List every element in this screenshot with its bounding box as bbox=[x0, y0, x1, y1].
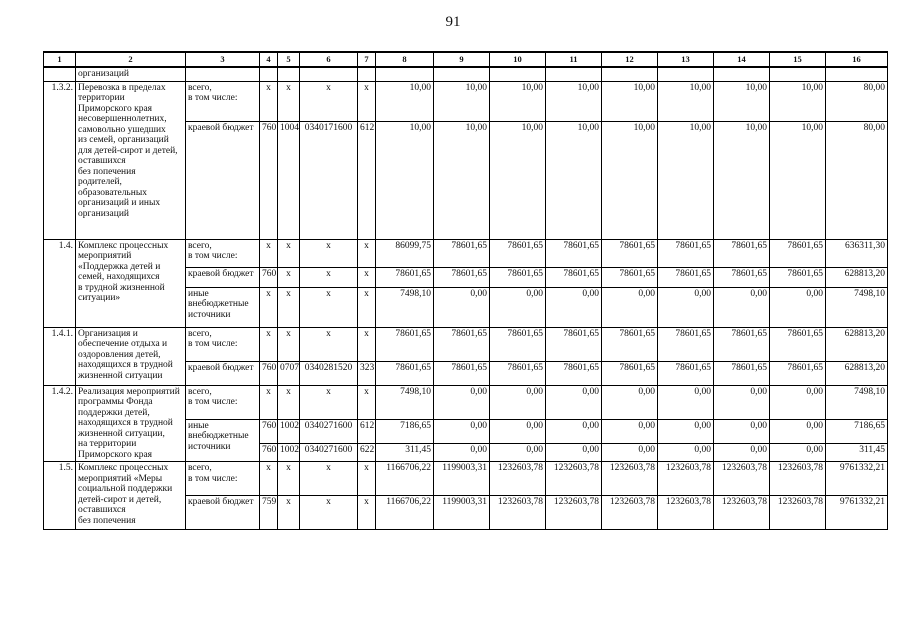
item-name: Комплекс процессных мероприятий «Поддержка детей и семей, находящихся в трудной жизненной ситуации» bbox=[76, 239, 186, 327]
value-cell: 78601,65 bbox=[658, 267, 714, 287]
code-cell: x bbox=[278, 267, 300, 287]
value-cell: 78601,65 bbox=[602, 327, 658, 361]
value-cell: 78601,65 bbox=[546, 267, 602, 287]
code-cell: 1002 bbox=[278, 419, 300, 444]
code-cell: x bbox=[278, 81, 300, 121]
code-cell: 622 bbox=[358, 444, 376, 462]
value-cell: 78601,65 bbox=[490, 327, 546, 361]
item-name: Перевозка в пределах территории Приморского края несовершеннолетних, самовольно ушедших из семей, организаций для детей-сирот и детей, оставшихся без попечения родителей, образовательных организаций и иных организаций bbox=[76, 81, 186, 239]
value-cell: 628813,20 bbox=[826, 267, 888, 287]
value-cell: 10,00 bbox=[376, 81, 434, 121]
value-cell: 7498,10 bbox=[826, 287, 888, 327]
value-cell: 78601,65 bbox=[770, 239, 826, 267]
item-code: 1.5. bbox=[44, 462, 76, 530]
code-cell: x bbox=[278, 239, 300, 267]
value-cell: 1232603,78 bbox=[490, 462, 546, 496]
funding-source: иные внебюджетные источники bbox=[186, 419, 260, 462]
code-cell: 0340281520 bbox=[300, 361, 358, 385]
value-cell: 10,00 bbox=[658, 121, 714, 239]
value-cell: 10,00 bbox=[602, 121, 658, 239]
code-cell: x bbox=[300, 81, 358, 121]
value-cell: 7186,65 bbox=[826, 419, 888, 444]
col-header: 10 bbox=[490, 52, 546, 67]
value-cell: 78601,65 bbox=[546, 327, 602, 361]
value-cell: 78601,65 bbox=[714, 267, 770, 287]
col-header: 9 bbox=[434, 52, 490, 67]
code-cell: x bbox=[260, 287, 278, 327]
value-cell: 0,00 bbox=[546, 444, 602, 462]
value-cell: 0,00 bbox=[714, 419, 770, 444]
value-cell: 10,00 bbox=[434, 121, 490, 239]
col-header: 7 bbox=[358, 52, 376, 67]
code-cell: 1004 bbox=[278, 121, 300, 239]
value-cell: 78601,65 bbox=[714, 239, 770, 267]
value-cell: 78601,65 bbox=[376, 327, 434, 361]
value-cell: 86099,75 bbox=[376, 239, 434, 267]
table-row bbox=[44, 462, 888, 496]
funding-source: краевой бюджет bbox=[186, 496, 260, 530]
code-cell: 760 bbox=[260, 419, 278, 444]
value-cell: 78601,65 bbox=[602, 267, 658, 287]
code-cell: x bbox=[260, 81, 278, 121]
value-cell: 0,00 bbox=[602, 419, 658, 444]
value-cell: 78601,65 bbox=[434, 361, 490, 385]
value-cell: 1232603,78 bbox=[714, 496, 770, 530]
value-cell: 7498,10 bbox=[376, 385, 434, 419]
col-header: 5 bbox=[278, 52, 300, 67]
col-header: 4 bbox=[260, 52, 278, 67]
table-row bbox=[44, 327, 888, 361]
col-header: 12 bbox=[602, 52, 658, 67]
col-header: 8 bbox=[376, 52, 434, 67]
header-row bbox=[44, 52, 888, 67]
item-name: Комплекс процессных мероприятий «Меры социальной поддержки детей-сирот и детей, оставшихся без попечения bbox=[76, 462, 186, 530]
value-cell: 0,00 bbox=[434, 287, 490, 327]
value-cell: 78601,65 bbox=[770, 267, 826, 287]
value-cell: 78601,65 bbox=[714, 327, 770, 361]
value-cell: 9761332,21 bbox=[826, 462, 888, 496]
value-cell: 78601,65 bbox=[434, 327, 490, 361]
item-name: Организация и обеспечение отдыха и оздоровления детей, находящихся в трудной жизненной ситуации bbox=[76, 327, 186, 385]
value-cell: 9761332,21 bbox=[826, 496, 888, 530]
value-cell: 78601,65 bbox=[770, 327, 826, 361]
code-cell: x bbox=[358, 496, 376, 530]
value-cell: 0,00 bbox=[434, 419, 490, 444]
value-cell: 0,00 bbox=[658, 287, 714, 327]
code-cell: x bbox=[358, 385, 376, 419]
value-cell: 78601,65 bbox=[602, 239, 658, 267]
value-cell: 0,00 bbox=[546, 419, 602, 444]
value-cell: 0,00 bbox=[770, 385, 826, 419]
code-cell: 0707 bbox=[278, 361, 300, 385]
value-cell: 636311,30 bbox=[826, 239, 888, 267]
value-cell: 10,00 bbox=[490, 81, 546, 121]
value-cell: 78601,65 bbox=[546, 239, 602, 267]
code-cell: x bbox=[260, 385, 278, 419]
value-cell: 0,00 bbox=[546, 385, 602, 419]
funding-source: иные внебюджетные источники bbox=[186, 287, 260, 327]
code-cell: x bbox=[358, 287, 376, 327]
value-cell: 1232603,78 bbox=[714, 462, 770, 496]
table-row bbox=[44, 81, 888, 121]
value-cell: 0,00 bbox=[434, 385, 490, 419]
col-header: 11 bbox=[546, 52, 602, 67]
value-cell: 0,00 bbox=[658, 419, 714, 444]
value-cell: 1166706,22 bbox=[376, 496, 434, 530]
value-cell: 628813,20 bbox=[826, 327, 888, 361]
code-cell: x bbox=[300, 327, 358, 361]
value-cell: 78601,65 bbox=[490, 239, 546, 267]
code-cell: 760 bbox=[260, 121, 278, 239]
carry-over-row bbox=[44, 67, 888, 81]
code-cell: 0340271600 bbox=[300, 419, 358, 444]
col-header: 2 bbox=[76, 52, 186, 67]
code-cell: x bbox=[358, 239, 376, 267]
value-cell: 0,00 bbox=[602, 385, 658, 419]
code-cell: 612 bbox=[358, 419, 376, 444]
code-cell: 323 bbox=[358, 361, 376, 385]
value-cell: 80,00 bbox=[826, 81, 888, 121]
value-cell: 1232603,78 bbox=[490, 496, 546, 530]
value-cell: 10,00 bbox=[546, 81, 602, 121]
value-cell: 7186,65 bbox=[376, 419, 434, 444]
col-header: 16 bbox=[826, 52, 888, 67]
value-cell: 78601,65 bbox=[376, 267, 434, 287]
value-cell: 0,00 bbox=[490, 419, 546, 444]
code-cell: x bbox=[278, 327, 300, 361]
code-cell: x bbox=[300, 267, 358, 287]
item-code: 1.3.2. bbox=[44, 81, 76, 239]
value-cell: 10,00 bbox=[714, 81, 770, 121]
value-cell: 0,00 bbox=[658, 385, 714, 419]
value-cell: 0,00 bbox=[490, 287, 546, 327]
value-cell: 311,45 bbox=[826, 444, 888, 462]
value-cell: 78601,65 bbox=[714, 361, 770, 385]
item-code: 1.4.2. bbox=[44, 385, 76, 462]
code-cell: x bbox=[358, 81, 376, 121]
value-cell: 78601,65 bbox=[546, 361, 602, 385]
col-header: 14 bbox=[714, 52, 770, 67]
code-cell: x bbox=[260, 239, 278, 267]
code-cell: 760 bbox=[260, 361, 278, 385]
value-cell: 1232603,78 bbox=[770, 462, 826, 496]
value-cell: 78601,65 bbox=[434, 239, 490, 267]
funding-source: краевой бюджет bbox=[186, 361, 260, 385]
value-cell: 0,00 bbox=[714, 444, 770, 462]
code-cell: x bbox=[278, 496, 300, 530]
value-cell: 1232603,78 bbox=[546, 496, 602, 530]
value-cell: 80,00 bbox=[826, 121, 888, 239]
funding-source: краевой бюджет bbox=[186, 121, 260, 239]
value-cell: 78601,65 bbox=[602, 361, 658, 385]
funding-source: краевой бюджет bbox=[186, 267, 260, 287]
value-cell: 10,00 bbox=[658, 81, 714, 121]
code-cell: x bbox=[358, 267, 376, 287]
value-cell: 7498,10 bbox=[376, 287, 434, 327]
code-cell: x bbox=[300, 462, 358, 496]
value-cell: 1232603,78 bbox=[658, 462, 714, 496]
value-cell: 1232603,78 bbox=[770, 496, 826, 530]
code-cell: x bbox=[260, 462, 278, 496]
code-cell: x bbox=[278, 462, 300, 496]
value-cell: 0,00 bbox=[658, 444, 714, 462]
col-header: 6 bbox=[300, 52, 358, 67]
code-cell: 0340271600 bbox=[300, 444, 358, 462]
value-cell: 78601,65 bbox=[658, 327, 714, 361]
code-cell: x bbox=[300, 385, 358, 419]
code-cell: 760 bbox=[260, 267, 278, 287]
code-cell: x bbox=[358, 462, 376, 496]
table-row bbox=[44, 239, 888, 267]
value-cell: 78601,65 bbox=[658, 361, 714, 385]
code-cell: x bbox=[278, 385, 300, 419]
value-cell: 0,00 bbox=[546, 287, 602, 327]
code-cell: 759 bbox=[260, 496, 278, 530]
code-cell: 760 bbox=[260, 444, 278, 462]
value-cell: 311,45 bbox=[376, 444, 434, 462]
value-cell: 78601,65 bbox=[770, 361, 826, 385]
code-cell: x bbox=[278, 287, 300, 327]
col-header: 15 bbox=[770, 52, 826, 67]
value-cell: 0,00 bbox=[770, 287, 826, 327]
code-cell: x bbox=[300, 287, 358, 327]
value-cell: 0,00 bbox=[434, 444, 490, 462]
value-cell: 10,00 bbox=[376, 121, 434, 239]
value-cell: 7498,10 bbox=[826, 385, 888, 419]
funding-source: всего, в том числе: bbox=[186, 81, 260, 121]
code-cell: x bbox=[260, 327, 278, 361]
value-cell: 1232603,78 bbox=[546, 462, 602, 496]
funding-source: всего, в том числе: bbox=[186, 385, 260, 419]
value-cell: 78601,65 bbox=[376, 361, 434, 385]
value-cell: 1232603,78 bbox=[602, 462, 658, 496]
value-cell: 1199003,31 bbox=[434, 496, 490, 530]
col-header: 13 bbox=[658, 52, 714, 67]
value-cell: 78601,65 bbox=[658, 239, 714, 267]
budget-table bbox=[43, 51, 888, 530]
value-cell: 10,00 bbox=[434, 81, 490, 121]
value-cell: 10,00 bbox=[770, 121, 826, 239]
value-cell: 78601,65 bbox=[490, 361, 546, 385]
value-cell: 10,00 bbox=[546, 121, 602, 239]
value-cell: 1199003,31 bbox=[434, 462, 490, 496]
code-cell: 0340171600 bbox=[300, 121, 358, 239]
carry-over-text: организаций bbox=[76, 67, 186, 81]
value-cell: 0,00 bbox=[770, 444, 826, 462]
value-cell: 0,00 bbox=[602, 444, 658, 462]
col-header: 1 bbox=[44, 52, 76, 67]
value-cell: 10,00 bbox=[490, 121, 546, 239]
value-cell: 0,00 bbox=[770, 419, 826, 444]
value-cell: 0,00 bbox=[490, 385, 546, 419]
code-cell: 1002 bbox=[278, 444, 300, 462]
value-cell: 628813,20 bbox=[826, 361, 888, 385]
item-code: 1.4.1. bbox=[44, 327, 76, 385]
value-cell: 10,00 bbox=[770, 81, 826, 121]
funding-source: всего, в том числе: bbox=[186, 462, 260, 496]
code-cell: 612 bbox=[358, 121, 376, 239]
page-number: 91 bbox=[445, 14, 461, 30]
funding-source: всего, в том числе: bbox=[186, 239, 260, 267]
value-cell: 78601,65 bbox=[434, 267, 490, 287]
value-cell: 0,00 bbox=[714, 385, 770, 419]
value-cell: 0,00 bbox=[490, 444, 546, 462]
value-cell: 10,00 bbox=[602, 81, 658, 121]
col-header: 3 bbox=[186, 52, 260, 67]
value-cell: 10,00 bbox=[714, 121, 770, 239]
value-cell: 1232603,78 bbox=[602, 496, 658, 530]
code-cell: x bbox=[300, 239, 358, 267]
value-cell: 0,00 bbox=[714, 287, 770, 327]
value-cell: 0,00 bbox=[602, 287, 658, 327]
value-cell: 1232603,78 bbox=[658, 496, 714, 530]
item-code: 1.4. bbox=[44, 239, 76, 327]
value-cell: 78601,65 bbox=[490, 267, 546, 287]
code-cell: x bbox=[358, 327, 376, 361]
table-row bbox=[44, 385, 888, 419]
funding-source: всего, в том числе: bbox=[186, 327, 260, 361]
item-name: Реализация мероприятий программы Фонда поддержки детей, находящихся в трудной жизненной ситуации, на территории Приморского края bbox=[76, 385, 186, 462]
code-cell: x bbox=[300, 496, 358, 530]
value-cell: 1166706,22 bbox=[376, 462, 434, 496]
